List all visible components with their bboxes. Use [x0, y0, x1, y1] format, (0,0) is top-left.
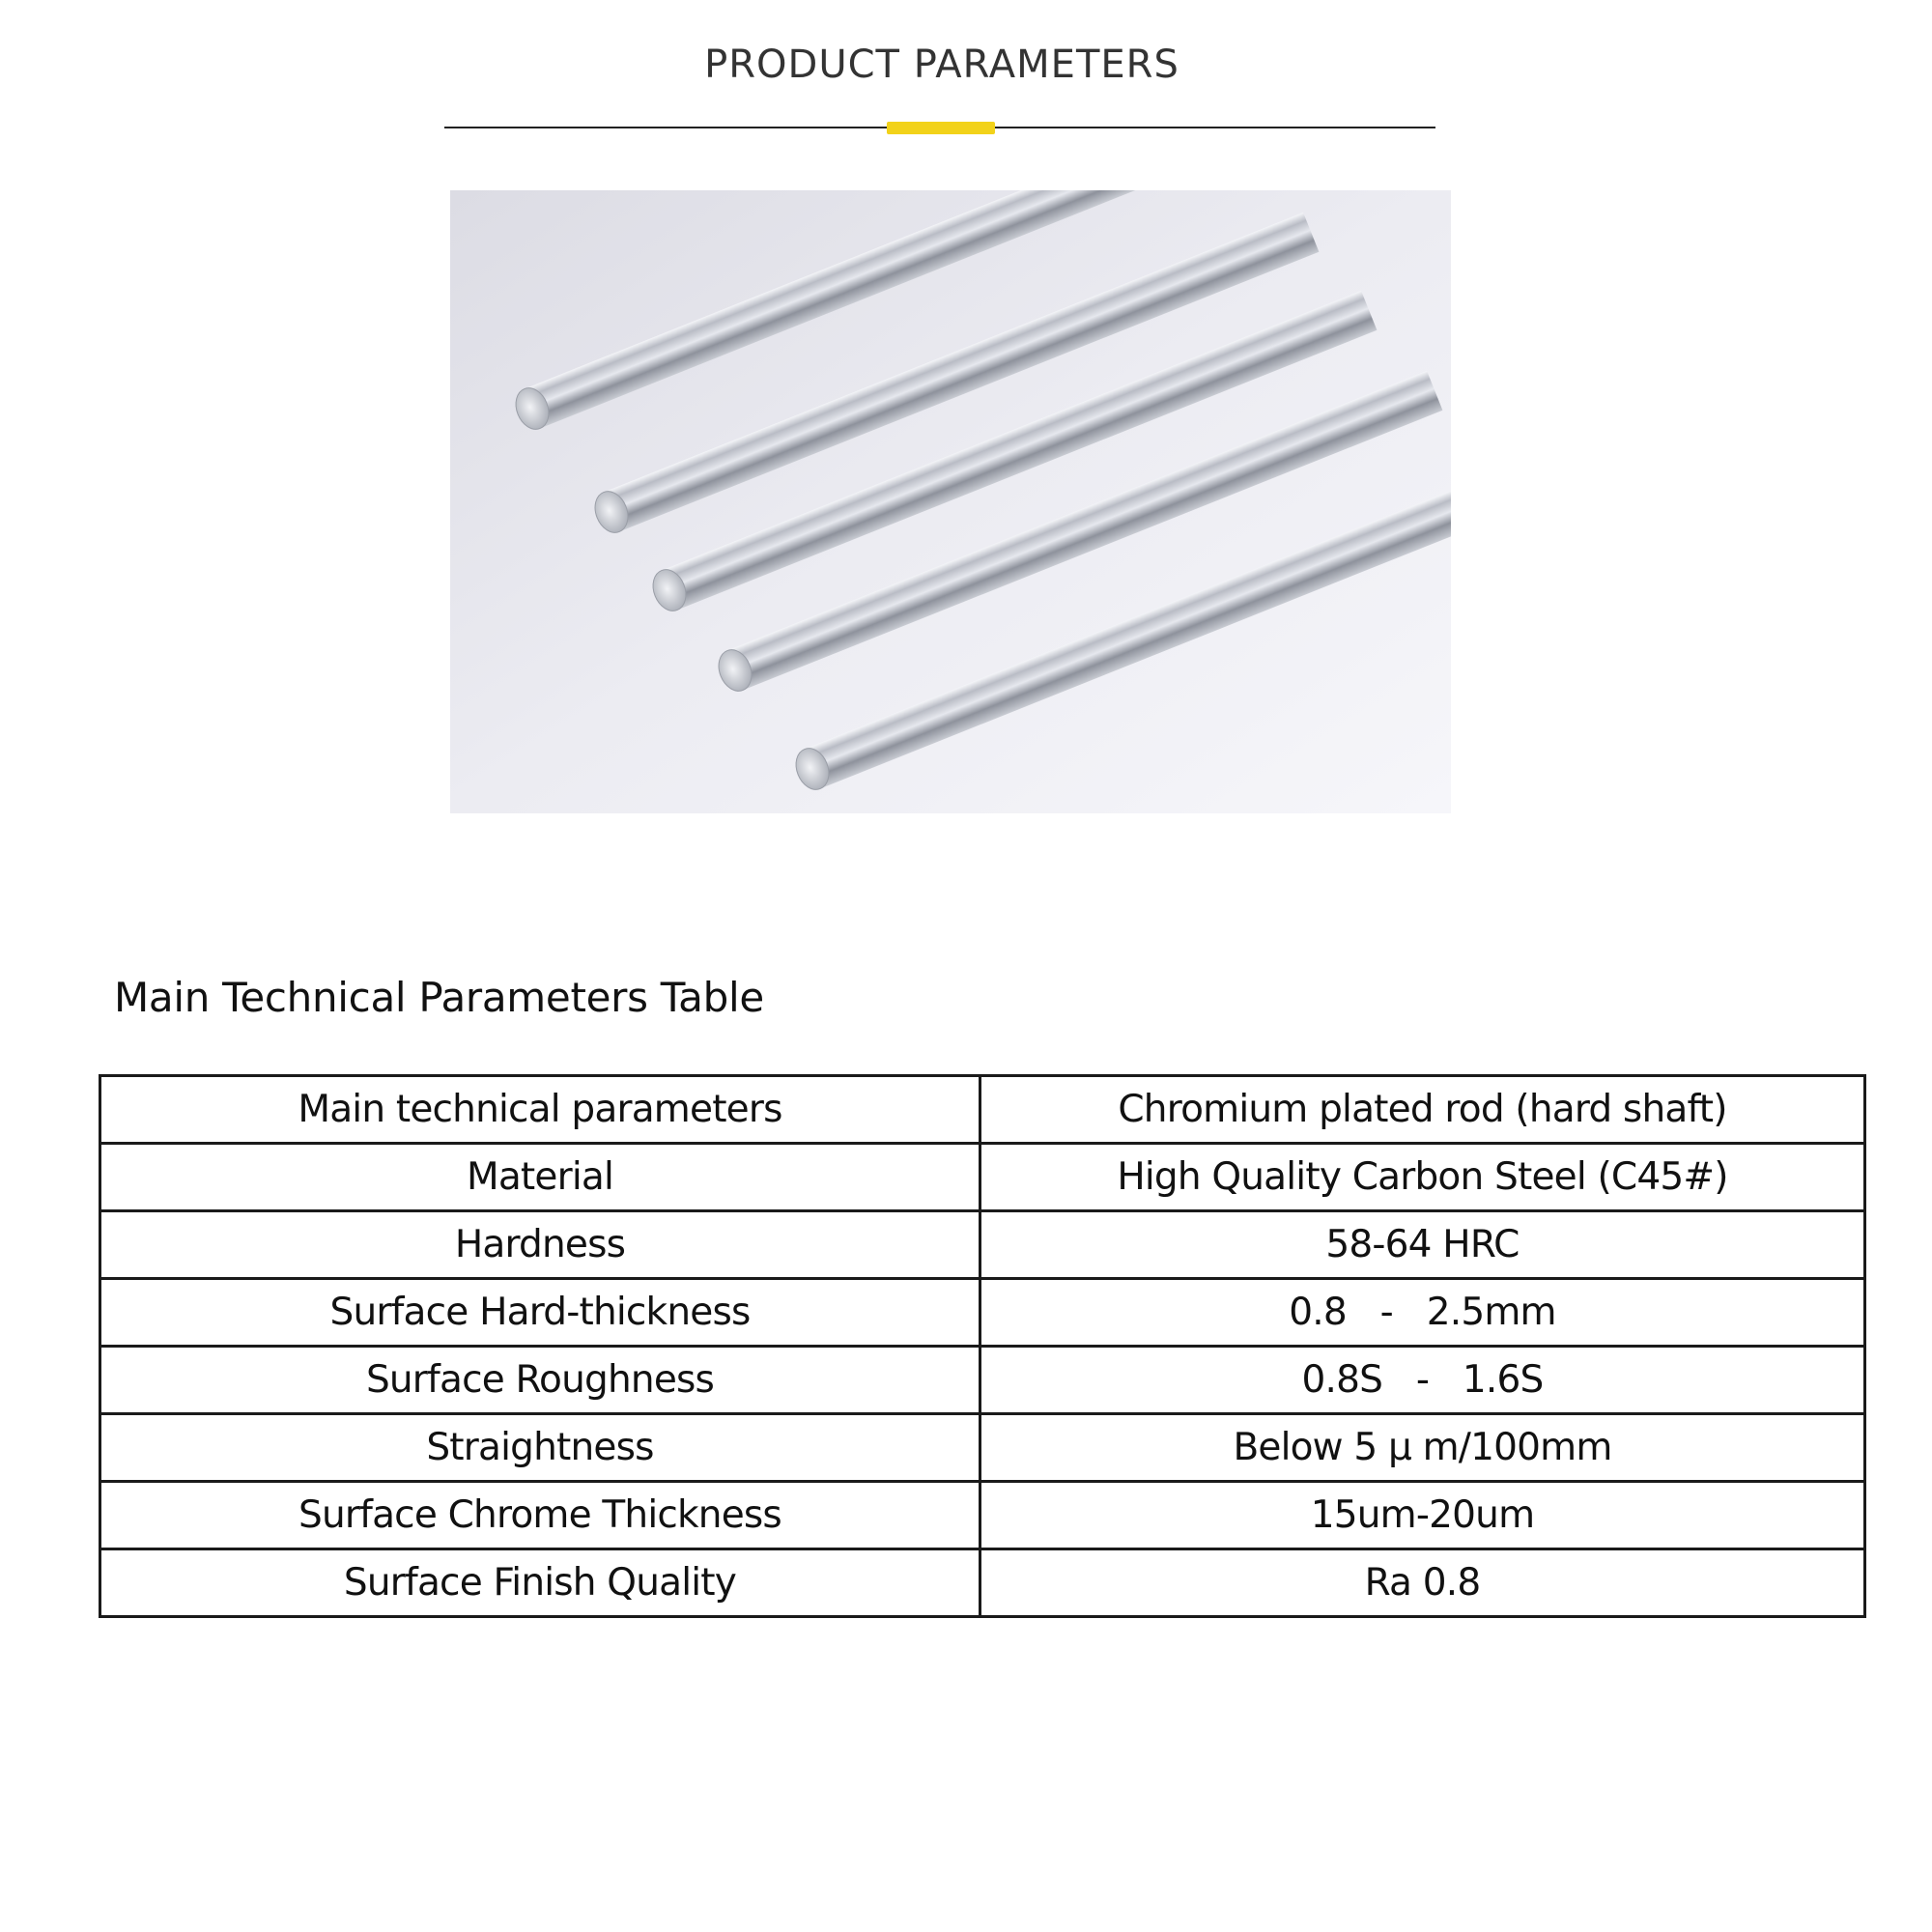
header-accent-bar [887, 122, 995, 134]
table-row [100, 1144, 1865, 1211]
parameter-label: Straightness [100, 1414, 980, 1482]
parameter-label: Hardness [100, 1211, 980, 1279]
page-title: PRODUCT PARAMETERS [704, 43, 1179, 87]
parameter-value: Below 5 μ m/100mm [980, 1414, 1865, 1482]
parameter-label: Main technical parameters [100, 1076, 980, 1144]
page-header [0, 0, 1932, 145]
table-row [100, 1549, 1865, 1617]
parameter-label: Surface Finish Quality [100, 1549, 980, 1617]
parameter-label: Surface Chrome Thickness [100, 1482, 980, 1549]
table-row [100, 1414, 1865, 1482]
section-title: Main Technical Parameters Table [114, 974, 764, 1021]
parameter-value: Chromium plated rod (hard shaft) [980, 1076, 1865, 1144]
table-row [100, 1076, 1865, 1144]
product-photo [450, 190, 1451, 813]
parameter-value: 58-64 HRC [980, 1211, 1865, 1279]
table-row [100, 1482, 1865, 1549]
parameter-label: Material [100, 1144, 980, 1211]
parameter-value: High Quality Carbon Steel (C45#) [980, 1144, 1865, 1211]
table-row [100, 1211, 1865, 1279]
parameter-value: Ra 0.8 [980, 1549, 1865, 1617]
chrome-plated-rods-icon [450, 190, 1451, 813]
parameter-label: Surface Hard-thickness [100, 1279, 980, 1347]
table-row [100, 1279, 1865, 1347]
table-row [100, 1347, 1865, 1414]
parameter-label: Surface Roughness [100, 1347, 980, 1414]
parameter-value: 0.8S - 1.6S [980, 1347, 1865, 1414]
technical-parameters-table [99, 1074, 1866, 1618]
parameter-value: 0.8 - 2.5mm [980, 1279, 1865, 1347]
parameter-value: 15um-20um [980, 1482, 1865, 1549]
